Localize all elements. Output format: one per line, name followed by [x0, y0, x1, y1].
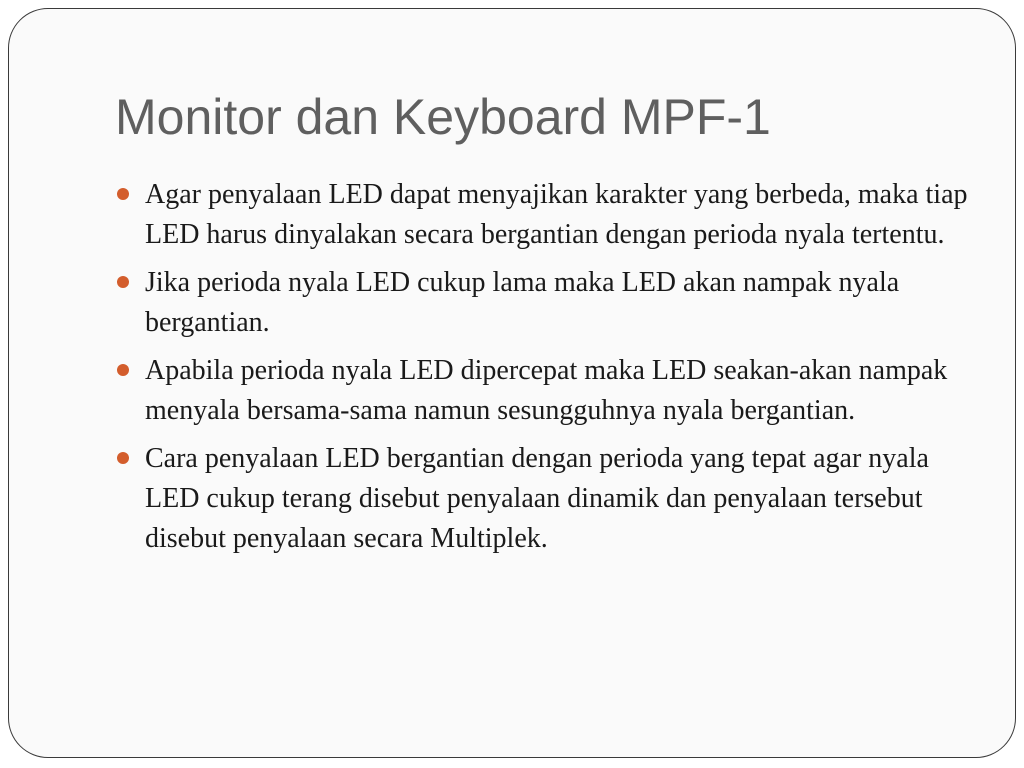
bullet-dot-icon — [117, 364, 129, 376]
bullet-dot-icon — [117, 452, 129, 464]
list-item — [117, 351, 977, 431]
bullet-text: Cara penyalaan LED bergantian dengan perioda yang tepat agar nyala LED cukup terang disebut penyalaan dinamik dan penyalaan tersebut disebut penyalaan secara Multiplek. — [145, 443, 929, 554]
bullet-dot-icon — [117, 276, 129, 288]
bullet-text: Agar penyalaan LED dapat menyajikan karakter yang berbeda, maka tiap LED harus dinyalakan secara bergantian dengan perioda nyala tertentu. — [145, 179, 968, 250]
bullet-text: Jika perioda nyala LED cukup lama maka LED akan nampak nyala bergantian. — [145, 267, 900, 338]
list-item — [117, 263, 977, 343]
list-item — [117, 175, 977, 255]
slide-title: Monitor dan Keyboard MPF-1 — [115, 89, 771, 145]
bullet-text: Apabila perioda nyala LED dipercepat maka LED seakan-akan nampak menyala bersama-sama namun sesungguhnya nyala bergantian. — [145, 355, 948, 426]
slide-frame — [8, 8, 1016, 758]
list-item — [117, 439, 977, 559]
bullet-list — [117, 175, 977, 567]
bullet-dot-icon — [117, 188, 129, 200]
